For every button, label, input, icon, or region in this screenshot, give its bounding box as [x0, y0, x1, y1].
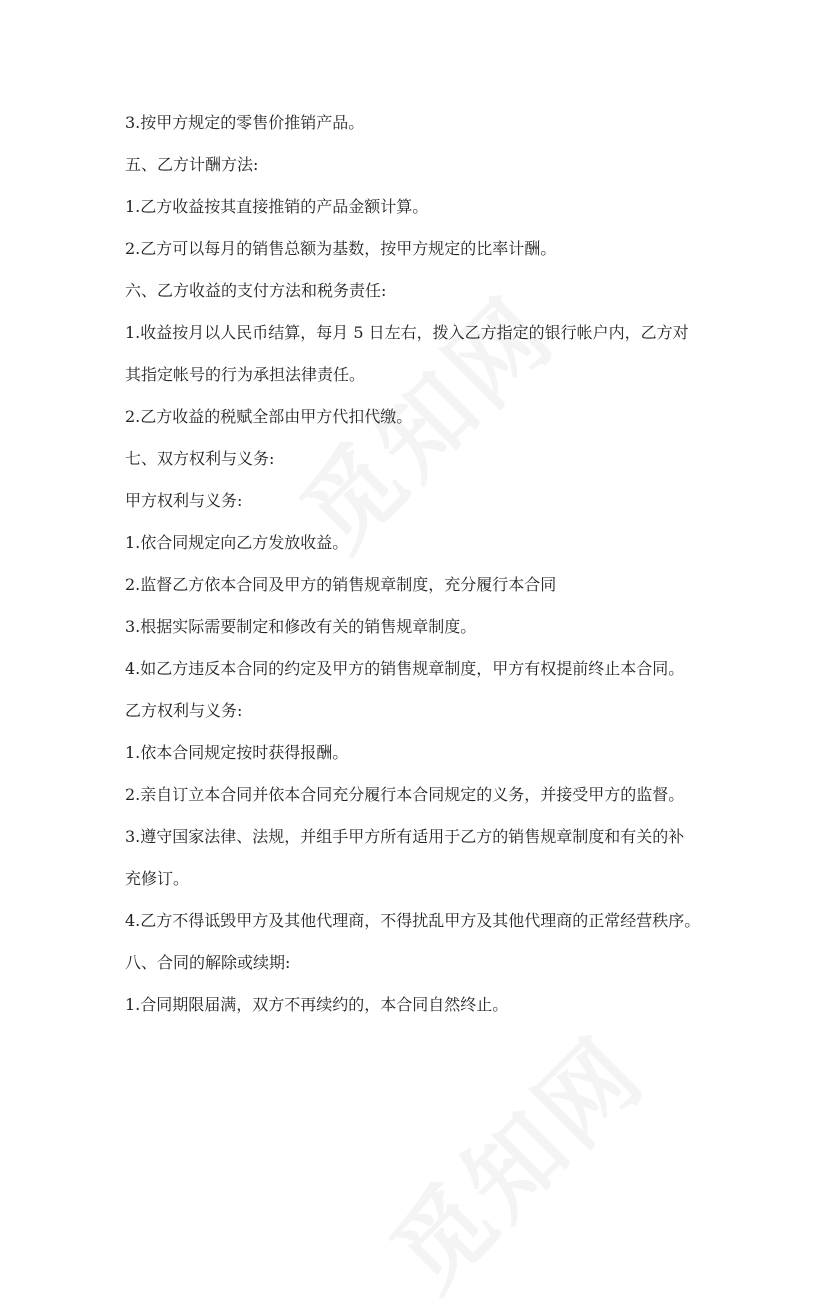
body-line: 2.乙方收益的税赋全部由甲方代扣代缴。: [125, 407, 413, 426]
section-heading: 七、双方权利与义务:: [125, 449, 275, 468]
body-line: 3.按甲方规定的零售价推销产品。: [125, 113, 365, 132]
body-line: 2.乙方可以每月的销售总额为基数，按甲方规定的比率计酬。: [125, 239, 557, 258]
section-heading: 六、乙方收益的支付方法和税务责任:: [125, 281, 387, 300]
watermark-logo: [356, 1002, 669, 1315]
body-line: 4.如乙方违反本合同的约定及甲方的销售规章制度，甲方有权提前终止本合同。: [125, 659, 685, 678]
body-line: 其指定帐号的行为承担法律责任。: [125, 365, 366, 384]
body-line: 2.监督乙方依本合同及甲方的销售规章制度，充分履行本合同: [125, 575, 557, 594]
body-line: 1.合同期限届满，双方不再续约的，本合同自然终止。: [125, 995, 509, 1014]
section-heading: 五、乙方计酬方法:: [125, 155, 259, 174]
subsection-heading: 乙方权利与义务:: [125, 701, 243, 720]
subsection-heading: 甲方权利与义务:: [125, 491, 243, 510]
body-line: 1.乙方收益按其直接推销的产品金额计算。: [125, 197, 429, 216]
body-line: 1.依合同规定向乙方发放收益。: [125, 533, 349, 552]
body-line: 1.依本合同规定按时获得报酬。: [125, 743, 349, 762]
body-line: 4.乙方不得诋毁甲方及其他代理商，不得扰乱甲方及其他代理商的正常经营秩序。: [125, 911, 701, 930]
section-heading: 八、合同的解除或续期:: [125, 953, 291, 972]
body-line: 充修订。: [125, 869, 190, 888]
body-line: 1.收益按月以人民币结算，每月 5 日左右，拨入乙方指定的银行帐户内，乙方对: [125, 323, 689, 342]
body-line: 2.亲自订立本合同并依本合同充分履行本合同规定的义务，并接受甲方的监督。: [125, 785, 685, 804]
body-line: 3.遵守国家法律、法规，并组手甲方所有适用于乙方的销售规章制度和有关的补: [125, 827, 685, 846]
body-line: 3.根据实际需要制定和修改有关的销售规章制度。: [125, 617, 477, 636]
document-body: [125, 102, 725, 1026]
